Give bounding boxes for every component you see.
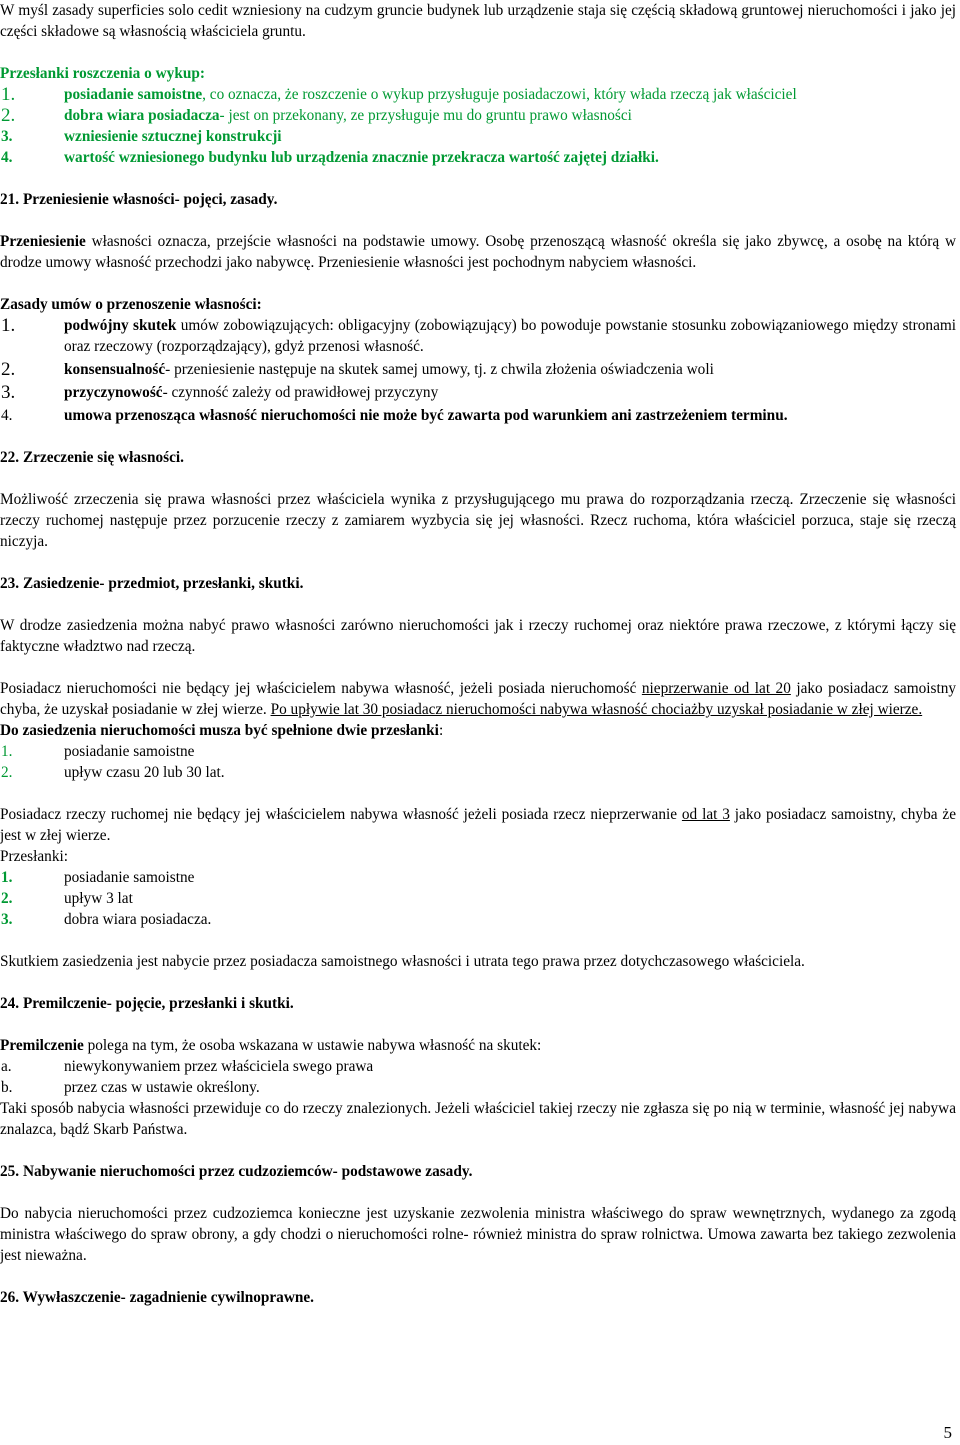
list-item: [0, 405, 956, 426]
term-bold: Do zasiedzenia nieruchomości musza być spełnione dwie przesłanki: [0, 722, 439, 739]
s22-paragraph: Możliwość zrzeczenia się prawa własności przez właściciela wynika z przysługującego mu prawa do rozporządzania rzeczą. Zrzeczenie się własności rzeczy ruchomej następuje przez porzucenie rzeczy z zamiarem wyzbycia się jej własności. Rzecz ruchoma, która właściciel porzuca, staje się rzeczą niczyja.: [0, 491, 956, 550]
list-item: [0, 762, 956, 783]
underlined-text: od lat 3: [681, 806, 730, 823]
list-item-bold: konsensualność: [64, 361, 166, 378]
s24-paragraph-1: [0, 1035, 956, 1056]
list-number: 1.: [1, 743, 13, 760]
list-item: [0, 888, 956, 909]
list-item-bold: przyczynowość: [64, 384, 163, 401]
list-number: 3.: [1, 382, 16, 403]
list-number: 2.: [1, 764, 13, 781]
list-number: 3.: [1, 911, 13, 928]
section-heading-22: 22. Zrzeczenie się własności.: [0, 449, 184, 466]
list-item: [0, 105, 956, 126]
list-number: 1.: [1, 84, 16, 105]
list-item-text: - czynność zależy od prawidłowej przyczyny: [162, 384, 439, 401]
list-item-text: przez czas w ustawie określony.: [64, 1079, 260, 1096]
section-heading-23: 23. Zasiedzenie- przedmiot, przesłanki, skutki.: [0, 575, 304, 592]
przeslanki-title: Przesłanki roszczenia o wykup:: [0, 65, 205, 82]
list-item: [0, 1056, 956, 1077]
list-item-bold: podwójny skutek: [64, 317, 177, 334]
zasady-list: [0, 315, 956, 426]
list-item-text: dobra wiara posiadacza.: [64, 911, 212, 928]
term-bold: Przeniesienie: [0, 233, 86, 250]
s23-paragraph-5: Przesłanki:: [0, 848, 68, 865]
s21-paragraph: [0, 231, 956, 273]
list-item-text: niewykonywaniem przez właściciela swego prawa: [64, 1058, 374, 1075]
underlined-text: nieprzerwanie od lat 20: [641, 680, 791, 697]
przeslanki-list: [0, 84, 956, 168]
s23-list-2: [0, 867, 956, 930]
list-item-text: posiadanie samoistne: [64, 743, 195, 760]
list-number: 2.: [1, 890, 13, 907]
list-item: [0, 909, 956, 930]
list-number: 3.: [1, 128, 13, 145]
list-item: [0, 382, 956, 403]
paragraph-text: jako posiadacz samoistny chyba, że uzyskał posiadanie w złej wierze.: [0, 680, 957, 718]
section-heading-25: 25. Nabywanie nieruchomości przez cudzoziemców- podstawowe zasady.: [0, 1163, 473, 1180]
list-item-text: umów zobowiązujących: obligacyjny (zobowiązujący) bo powoduje powstanie stosunku zobowiązaniowego między stronami oraz rzeczowy (rozporządzający), gdyż przenosi własność.: [64, 317, 957, 355]
list-item: [0, 126, 956, 147]
zasady-title: Zasady umów o przenoszenie własności:: [0, 296, 262, 313]
s25-paragraph: Do nabycia nieruchomości przez cudzoziemca konieczne jest uzyskanie zezwolenia ministra właściwego do spraw wewnętrznych, wydanego za zgodą ministra właściwego do spraw obrony, a gdy chodzi o nieruchomości rolne- również ministra do spraw rolnictwa. Umowa zawarta bez takiego zezwolenia jest nieważna.: [0, 1205, 956, 1264]
list-item: [0, 359, 956, 380]
term-bold: Premilczenie: [0, 1037, 84, 1054]
paragraph-text: Posiadacz nieruchomości nie będący jej właścicielem nabywa własność, jeżeli posiada nieruchomość: [0, 680, 642, 697]
list-item: [0, 315, 956, 357]
list-number: 2.: [1, 105, 16, 126]
s23-paragraph-3: [0, 720, 956, 741]
list-number: b.: [1, 1079, 13, 1096]
list-number: 4.: [1, 407, 13, 424]
list-number: 4.: [1, 149, 13, 166]
intro-paragraph: W myśl zasady superficies solo cedit wzniesiony na cudzym gruncie budynek lub urządzenie staja się częścią składową gruntowej nieruchomości i jako jej części składowe są własnością właściciela gruntu.: [0, 2, 956, 40]
s23-paragraph-2: [0, 678, 956, 720]
s23-paragraph-1: W drodze zasiedzenia można nabyć prawo własności zarówno nieruchomości jak i rzeczy ruchomej oraz niektóre prawa rzeczowe, z którymi łączy się faktyczne władztwo nad rzeczą.: [0, 617, 956, 655]
list-number: 1.: [1, 315, 16, 336]
list-item: [0, 867, 956, 888]
section-heading-24: 24. Premilczenie- pojęcie, przesłanki i skutki.: [0, 995, 294, 1012]
list-item-bold: wartość wzniesionego budynku lub urządzenia znacznie przekracza wartość zajętej działki.: [64, 149, 659, 166]
list-item-text: - jest on przekonany, ze przysługuje mu do gruntu prawo własności: [219, 107, 632, 124]
list-item-bold: wzniesienie sztucznej konstrukcji: [64, 128, 282, 145]
list-item-text: upływ czasu 20 lub 30 lat.: [64, 764, 225, 781]
list-number: 1.: [1, 869, 13, 886]
list-item-bold: posiadanie samoistne: [64, 86, 203, 103]
list-number: 2.: [1, 359, 16, 380]
list-item-text: upływ 3 lat: [64, 890, 133, 907]
list-item-text: posiadanie samoistne: [64, 869, 195, 886]
paragraph-text: jako posiadacz samoistny, chyba że jest w złej wierze.: [0, 806, 956, 844]
s23-paragraph-6: Skutkiem zasiedzenia jest nabycie przez posiadacza samoistnego własności i utrata tego prawa przez dotychczasowego właściciela.: [0, 953, 805, 970]
paragraph-text: własności oznacza, przejście własności na podstawie umowy. Osobę przenoszącą własność określa się jako zbywcę, a osobę na którą w drodze umowy własność przechodzi jako nabywcę. Przeniesienie własności jest pochodnym nabyciem własności.: [0, 233, 956, 271]
paragraph-text: polega na tym, że osoba wskazana w ustawie nabywa własność na skutek:: [83, 1037, 542, 1054]
section-heading-26: 26. Wywłaszczenie- zagadnienie cywilnoprawne.: [0, 1289, 314, 1306]
list-item: [0, 741, 956, 762]
list-item-bold: dobra wiara posiadacza: [64, 107, 220, 124]
list-item-text: - przeniesienie następuje na skutek samej umowy, tj. z chwila złożenia oświadczenia woli: [165, 361, 714, 378]
list-item-text: , co oznacza, że roszczenie o wykup przysługuje posiadaczowi, który włada rzeczą jak właściciel: [202, 86, 797, 103]
list-item: [0, 84, 956, 105]
list-number: a.: [1, 1058, 12, 1075]
section-heading-21: 21. Przeniesienie własności- pojęci, zasady.: [0, 191, 278, 208]
underlined-text: Po upływie lat 30 posiadacz nieruchomości nabywa własność chociażby uzyskał posiadanie w złej wierze.: [270, 701, 923, 718]
s23-list-1: [0, 741, 956, 783]
s24-paragraph-2: Taki sposób nabycia własności przewiduje co do rzeczy znalezionych. Jeżeli właściciel takiej rzeczy nie zgłasza się po nią w terminie, własność jej nabywa znalazca, bądź Skarb Państwa.: [0, 1100, 956, 1138]
paragraph-text: Posiadacz rzeczy ruchomej nie będący jej właścicielem nabywa własność jeżeli posiada rzecz nieprzerwanie: [0, 806, 682, 823]
list-item-bold: umowa przenosząca własność nieruchomości nie może być zawarta pod warunkiem ani zastrzeżeniem terminu.: [64, 407, 788, 424]
s23-paragraph-4: [0, 804, 956, 846]
s24-list: [0, 1056, 956, 1098]
paragraph-text: :: [438, 722, 444, 739]
list-item: [0, 1077, 956, 1098]
page-number: 5: [943, 1423, 952, 1442]
list-item: [0, 147, 956, 168]
